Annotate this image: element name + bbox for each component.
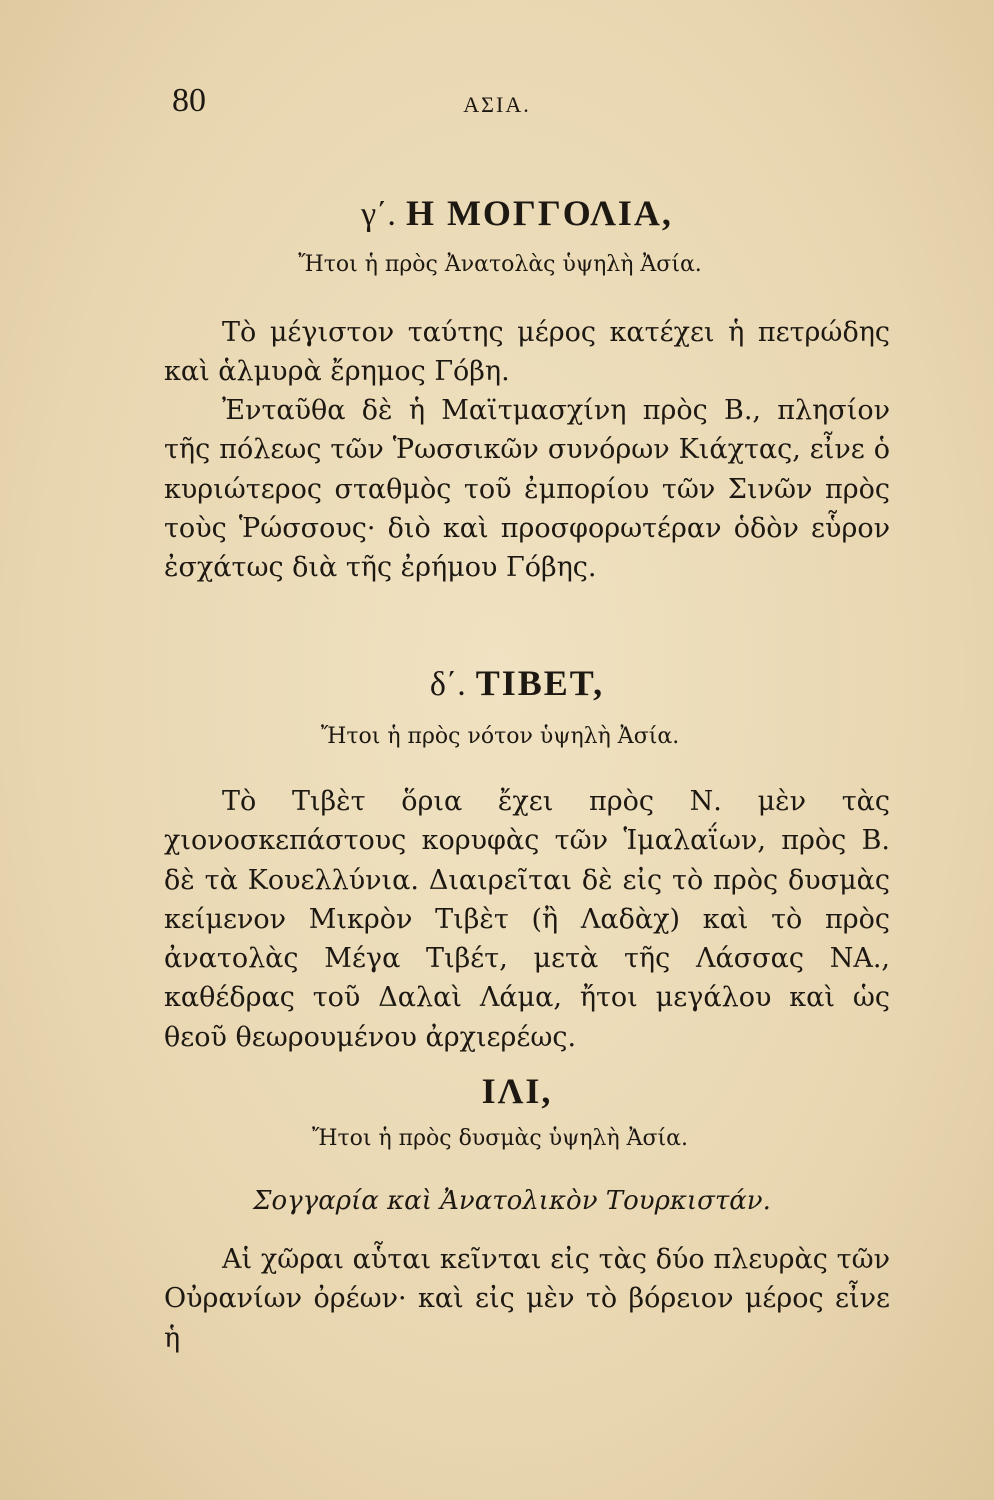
section-title: Η ΜΟΓΓΟΛΙΑ, xyxy=(405,193,673,233)
section-title: ΙΛΙ, xyxy=(481,1071,553,1111)
section-subtitle: Ἤτοι ἡ πρὸς νότον ὑψηλὴ Ἀσία. xyxy=(320,724,680,749)
italic-subheading: Σογγαρία καὶ Ἀνατολικὸν Τουρκιστάν. xyxy=(253,1186,771,1216)
page-number: 80 xyxy=(172,82,206,119)
section-number: γ΄. xyxy=(361,196,396,233)
section-heading-ili xyxy=(0,1070,994,1112)
paragraph: Ἐνταῦθα δὲ ἡ Μαϊτμασχίνη πρὸς Β., πλησίον τῆς πόλεως τῶν Ῥωσσικῶν συνόρων Κιάχτας, εἶνε ὁ κυριώτερος σταθμὸς τοῦ ἐμπορίου τῶν Σινῶν πρὸς τοὺς Ῥώσσους· διὸ καὶ προσφορωτέραν ὁδὸν εὗρον ἐσχάτως διὰ τῆς ἐρήμου Γόβης. xyxy=(164,395,890,584)
paragraph: Τὸ μέγιστον ταύτης μέρος κατέχει ἡ πετρώδης καὶ ἁλμυρὰ ἔρημος Γόβη. xyxy=(164,317,890,388)
section-number: δ΄. xyxy=(429,666,466,703)
section-subtitle: Ἤτοι ἡ πρὸς Ἀνατολὰς ὑψηλὴ Ἀσία. xyxy=(298,252,702,277)
paragraph: Αἱ χῶραι αὗται κεῖνται εἰς τὰς δύο πλευρὰς τῶν Οὐρανίων ὀρέων· καὶ εἰς μὲν τὸ βόρειον μέρος εἶνε ἡ xyxy=(164,1244,890,1354)
paragraph: Τὸ Τιβὲτ ὅρια ἔχει πρὸς Ν. μὲν τὰς χιονοσκεπάστους κορυφὰς τῶν Ἱμαλαΐων, πρὸς Β. δὲ τὰ Κουελλύνια. Διαιρεῖται δὲ εἰς τὸ πρὸς δυσμὰς κείμενον Μικρὸν Τιβὲτ (ἢ Λαδὰχ) καὶ τὸ πρὸς ἀνατολὰς Μέγα Τιβέτ, μετὰ τῆς Λάσσας ΝΑ., καθέδρας τοῦ Δαλαὶ Λάμα, ἤτοι μεγάλου καὶ ὡς θεοῦ θεωρουμένου ἀρχιερέως. xyxy=(164,786,890,1053)
section-subtitle: Ἤτοι ἡ πρὸς δυσμὰς ὑψηλὴ Ἀσία. xyxy=(311,1126,689,1151)
running-head: ΑΣΙΑ. xyxy=(463,92,531,117)
section-heading-mongolia xyxy=(0,192,994,234)
section-heading-tibet xyxy=(0,662,994,704)
section-title: ΤΙΒΕΤ, xyxy=(475,663,605,703)
